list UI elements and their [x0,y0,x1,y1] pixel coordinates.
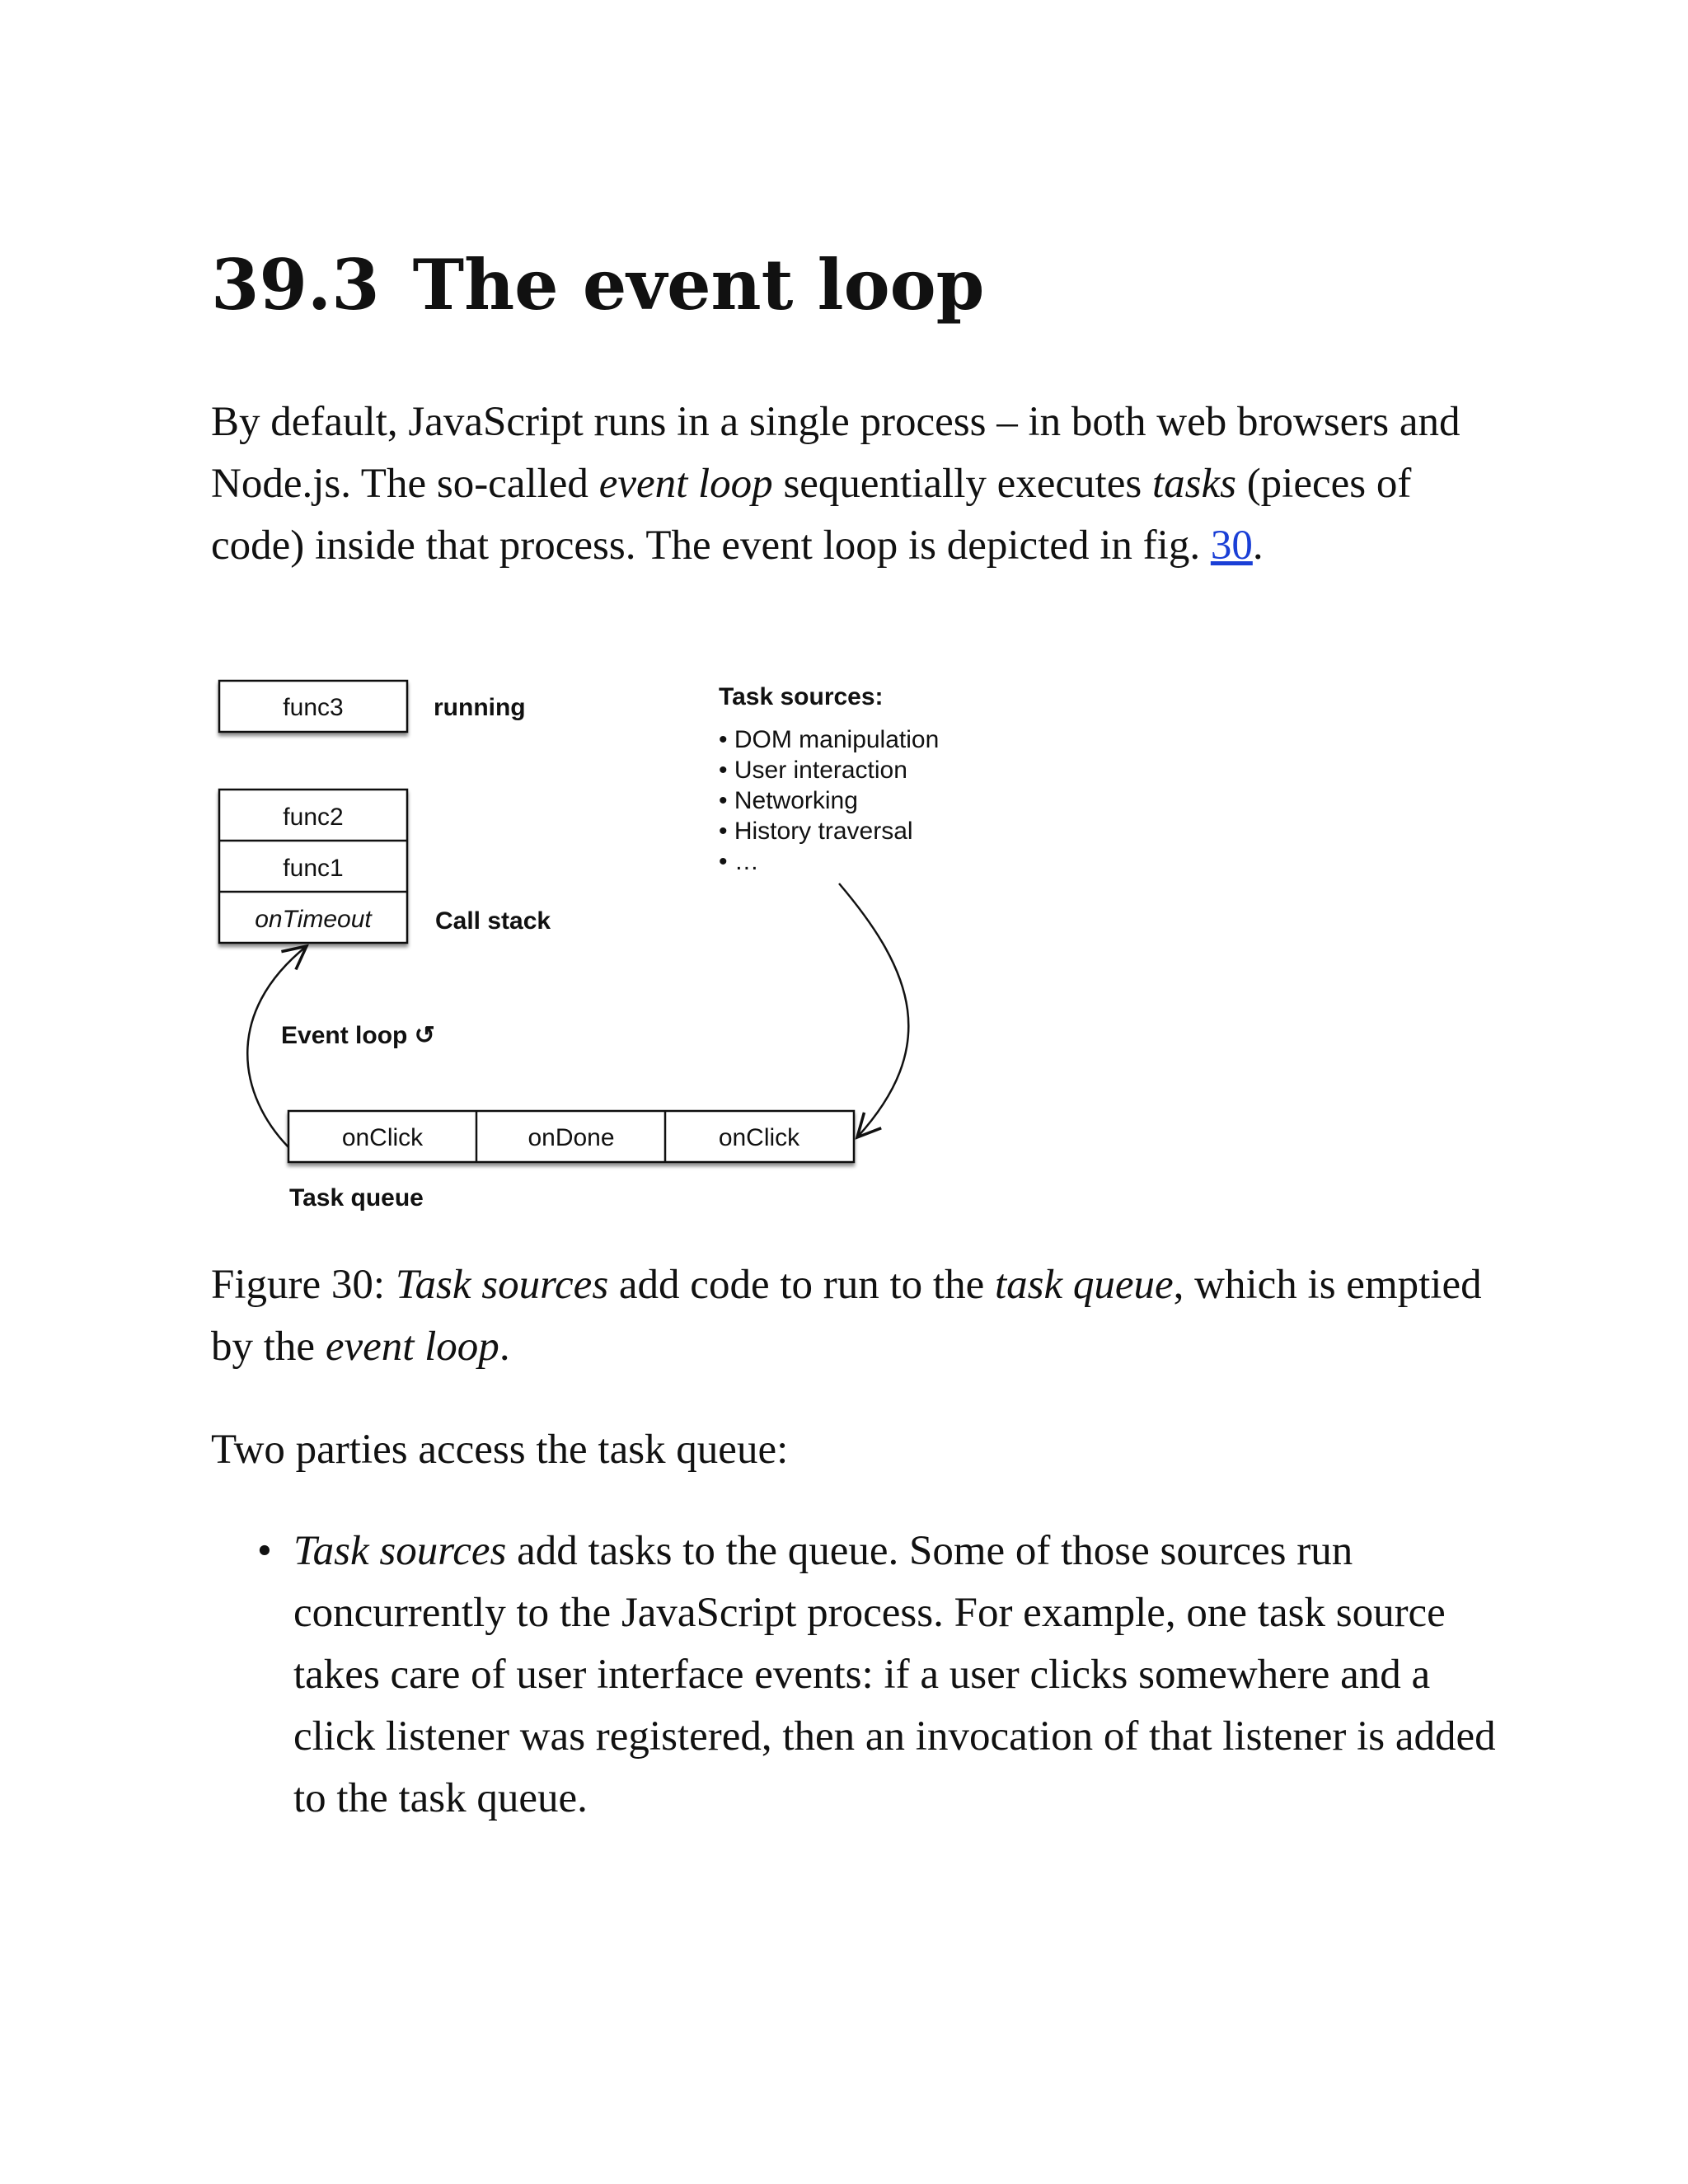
task-source-item: • DOM manipulation [719,726,940,753]
caption-text-1: Figure 30: [211,1262,396,1308]
task-source-item: • Networking [719,787,858,814]
caption-text-3: , which is emptied by the [211,1262,1482,1370]
figure-link[interactable]: 30 [1210,523,1253,569]
task-source-item: • History traversal [719,818,913,845]
caption-text-2: add code to run to the [608,1262,995,1308]
caption-em-event-loop: event loop [325,1324,499,1370]
stack-item: func1 [283,855,344,882]
intro-text-4: . [1252,523,1264,569]
bullet-text: add tasks to the queue. Some of those sources run concurrently to the JavaScript process. For example, one task source takes care of user interface events: if a user clicks somewhere and a click listener was registered, then an invocation of that listener is added to the task queue. [293,1528,1496,1821]
task-source-item: • User interaction [719,757,907,784]
bullet-dot-icon: • [257,1528,272,1574]
figure-caption [211,1254,1497,1378]
queue-item: onDone [528,1124,615,1151]
intro-em-tasks: tasks [1151,461,1236,507]
queue-item: onClick [341,1124,424,1151]
task-queue-label: Task queue [289,1184,424,1212]
intro-text-1: By default, JavaScript runs in a single process – in both web browsers and Node.js. The so-called [211,399,1461,507]
event-loop-diagram [206,668,1030,1228]
queue-item: onClick [718,1124,800,1151]
running-box-label: func3 [283,694,344,721]
task-sources-title: Task sources: [719,683,884,710]
running-label: running [434,694,526,721]
event-loop-label: Event loop ↺ [281,1022,435,1049]
stack-item: onTimeout [255,906,372,933]
intro-paragraph [211,391,1497,577]
event-loop-figure [206,668,1030,1228]
task-source-item: • … [719,848,759,875]
section-title: The event loop [412,244,985,326]
parties-list [211,1521,1497,1830]
list-item [211,1521,1497,1830]
caption-em-task-queue: task queue [994,1262,1174,1308]
task-sources-arrow [839,883,908,1137]
intro-em-event-loop: event loop [598,461,773,507]
caption-em-task-sources: Task sources [395,1262,609,1308]
call-stack-label: Call stack [435,907,551,935]
caption-text-4: . [499,1324,510,1370]
section-heading [211,244,985,326]
section-number: 39.3 [211,244,380,326]
bullet-em-task-sources: Task sources [293,1528,507,1574]
intro-text-2: sequentially executes [772,461,1152,507]
parties-intro: Two parties access the task queue: [211,1427,789,1473]
intro-text-3: (pieces of code) inside that process. The event loop is depicted in fig. [211,461,1412,569]
stack-item: func2 [283,804,344,831]
